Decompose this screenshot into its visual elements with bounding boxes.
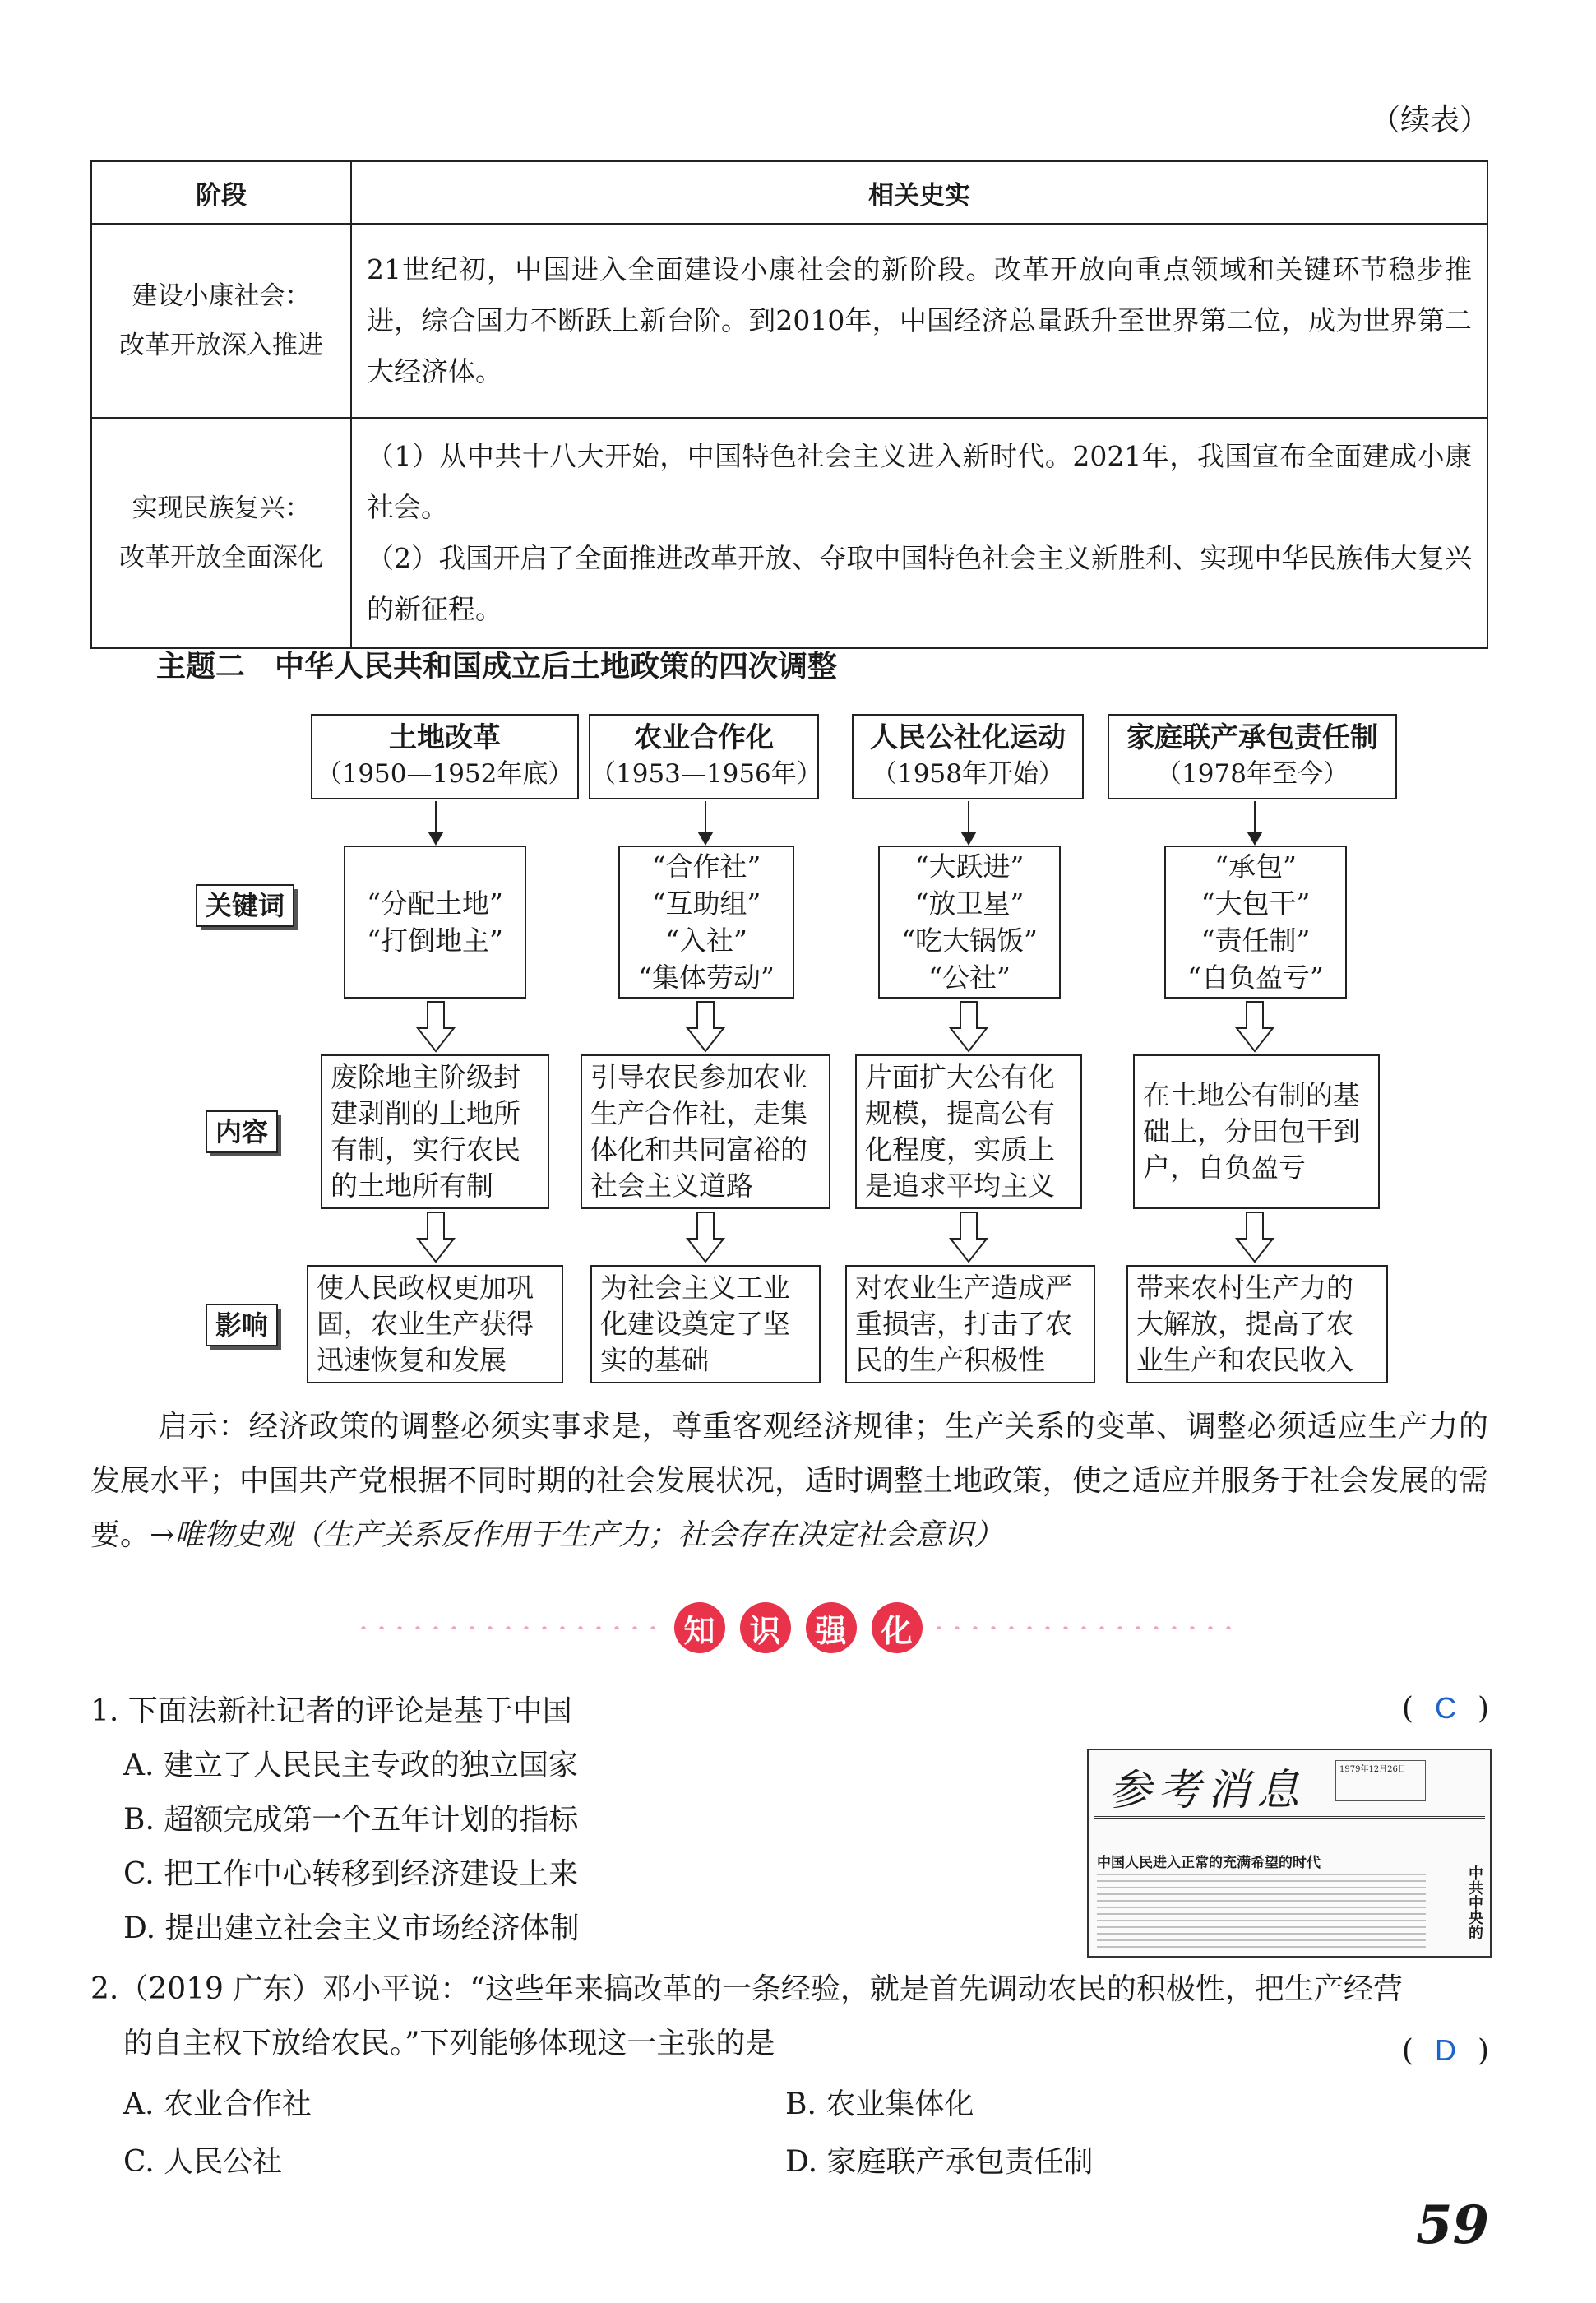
flow-keywords: “大跃进” “放卫星” “吃大锅饭” “公社”	[878, 846, 1061, 999]
flow-impact: 使人民政权更加巩固，农业生产获得迅速恢复和发展	[307, 1265, 563, 1383]
stage-cell: 建设小康社会： 改革开放深入推进	[91, 224, 351, 418]
flow-keywords: “承包” “大包干” “责任制” “自负盈亏”	[1164, 846, 1347, 999]
label-keywords: 关键词	[196, 884, 294, 927]
newspaper-clipping: 参考消息 1979年12月26日 中国人民进入正常的充满希望的时代 中共中央的	[1087, 1749, 1492, 1958]
option: B. 超额完成第一个五年计划的指标	[123, 1803, 579, 1837]
theme-title: 主题二 中华人民共和国成立后土地政策的四次调整	[156, 650, 838, 683]
table-header-facts: 相关史实	[351, 161, 1487, 224]
continued-label: （续表）	[1370, 104, 1489, 137]
option: C. 人民公社	[123, 2145, 283, 2179]
option: A. 建立了人民民主专政的独立国家	[123, 1749, 578, 1782]
label-impact: 影响	[206, 1304, 278, 1346]
flow-content: 在土地公有制的基础上，分田包干到户，自负盈亏	[1133, 1054, 1380, 1209]
option: B. 农业集体化	[785, 2088, 974, 2121]
option: C. 把工作中心转移到经济建设上来	[123, 1857, 579, 1891]
question-2-stem-line2: 的自主权下放给农民。”下列能够体现这一主张的是	[123, 2027, 775, 2060]
flow-header-land-reform: 土地改革 （1950—1952年底）	[311, 714, 579, 799]
flow-header-commune: 人民公社化运动 （1958年开始）	[852, 714, 1084, 799]
flow-content: 片面扩大公有化规模，提高公有化程度，实质上是追求平均主义	[855, 1054, 1082, 1209]
flow-impact: 为社会主义工业化建设奠定了坚实的基础	[590, 1265, 821, 1383]
flow-impact: 对农业生产造成严重损害，打击了农民的生产积极性	[845, 1265, 1095, 1383]
flow-impact: 带来农村生产力的大解放，提高了农业生产和农民收入	[1126, 1265, 1388, 1383]
insight-paragraph: 启示：经济政策的调整必须实事求是，尊重客观经济规律；生产关系的变革、调整必须适应生产力的发展水平；中国共产党根据不同时期的社会发展状况，适时调整土地政策，使之适应并服务于社会发展的需要。→唯物史观（生产关系反作用于生产力；社会存在决定社会意识）	[90, 1410, 1488, 1552]
flow-keywords: “合作社” “互助组” “入社” “集体劳动”	[618, 846, 794, 999]
label-content: 内容	[206, 1110, 278, 1153]
option: D. 家庭联产承包责任制	[785, 2145, 1094, 2179]
flow-content: 废除地主阶级封建剥削的土地所有制，实行农民的土地所有制	[321, 1054, 549, 1209]
flow-content: 引导农民参加农业生产合作社，走集体化和共同富裕的社会主义道路	[581, 1054, 830, 1209]
question-1-stem: 1. 下面法新社记者的评论是基于中国	[90, 1694, 572, 1728]
question-1-answer: ( C )	[1401, 1691, 1489, 1726]
stage-cell: 实现民族复兴： 改革开放全面深化	[91, 418, 351, 648]
option: D. 提出建立社会主义市场经济体制	[123, 1911, 580, 1945]
flow-header-contract: 家庭联产承包责任制 （1978年至今）	[1108, 714, 1397, 799]
flow-header-cooperation: 农业合作化 （1953—1956年）	[589, 714, 819, 799]
question-2-stem: 2.（2019 广东）邓小平说：“这些年来搞改革的一条经验，就是首先调动农民的积极性，把生产经营	[90, 1972, 1403, 2006]
section-title: 知 识 强 化	[0, 1602, 1596, 1653]
option: A. 农业合作社	[123, 2088, 312, 2121]
facts-cell: 21世纪初，中国进入全面建设小康社会的新阶段。改革开放向重点领域和关键环节稳步推进，综合国力不断跃上新台阶。到2010年，中国经济总量跃升至世界第二位，成为世界第二大经济体。	[351, 224, 1487, 418]
table-header-stage: 阶段	[91, 161, 351, 224]
facts-cell: （1）从中共十八大开始，中国特色社会主义进入新时代。2021年，我国宣布全面建成小康社会。 （2）我国开启了全面推进改革开放、夺取中国特色社会主义新胜利、实现中华民族伟大复兴的新征程。	[351, 418, 1487, 648]
question-2-answer: ( D )	[1401, 2033, 1489, 2068]
page-number: 59	[1415, 2194, 1489, 2256]
flow-keywords: “分配土地” “打倒地主”	[344, 846, 526, 999]
